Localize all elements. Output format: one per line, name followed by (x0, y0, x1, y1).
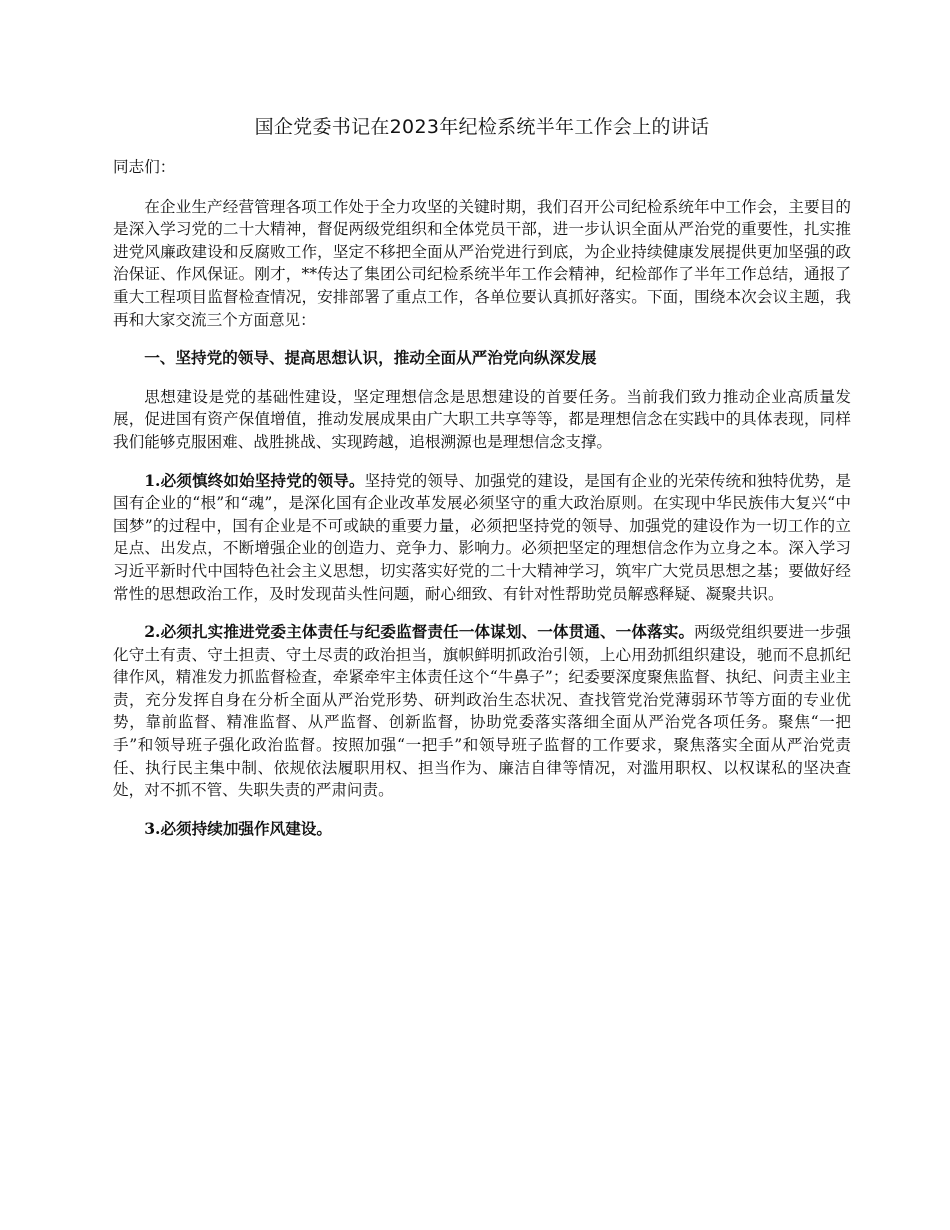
section-1-paragraph: 思想建设是党的基础性建设，坚定理想信念是思想建设的首要任务。当前我们致力推动企业高质量发展，促进国有资产保值增值，推动发展成果由广大职工共享等等，都是理想信念在实践中的具体表现，同样我们能够克服困难、战胜挑战、实现跨越，追根溯源也是理想信念支撑。 (113, 387, 851, 451)
point-3-heading: 3.必须持续加强作风建设。 (144, 818, 332, 838)
point-2-body: 两级党组织要进一步强化守土有责、守土担责、守土尽责的政治担当，旗帜鲜明抓政治引领，上心用劲抓组织建设，驰而不息抓纪律作风，精准发力抓监督检查，牵紧牵牢主体责任这个“牛鼻子”；纪委要深度聚焦监督、执纪、问责主业主责，充分发挥自身在分析全面从严治党形势、研判政治生态状况、查找管党治党薄弱环节等方面的专业优势，靠前监督、精准监督、从严监督、创新监督，协助党委落实落细全面从严治党各项任务。聚焦“一把手”和领导班子强化政治监督。按照加强“一把手”和领导班子监督的工作要求，聚焦落实全面从严治党责任、执行民主集中制、依规依法履职用权、担当作为、廉洁自律等情况，对滥用职权、以权谋私的坚决查处，对不抓不管、失职失责的严肃问责。 (113, 623, 851, 800)
point-2-paragraph (113, 621, 851, 802)
point-1-paragraph (113, 470, 851, 606)
document-title: 国企党委书记在2023年纪检系统半年工作会上的讲话 (254, 116, 710, 138)
intro-paragraph: 在企业生产经营管理各项工作处于全力攻坚的关键时期，我们召开公司纪检系统年中工作会，主要目的是深入学习党的二十大精神，督促两级党组织和全体党员干部，进一步认识全面从严治党的重要性，扎实推进党风廉政建设和反腐败工作，坚定不移把全面从严治党进行到底，为企业持续健康发展提供更加坚强的政治保证、作风保证。刚才，**传达了集团公司纪检系统半年工作会精神，纪检部作了半年工作总结，通报了重大工程项目监督检查情况，安排部署了重点工作，各单位要认真抓好落实。下面，围绕本次会议主题，我再和大家交流三个方面意见： (113, 197, 851, 329)
document-page (113, 112, 851, 840)
salutation: 同志们： (113, 158, 176, 176)
point-1-lead: 1.必须慎终如始坚持党的领导。 (144, 470, 365, 490)
point-1-body: 坚持党的领导、加强党的建设，是国有企业的光荣传统和独特优势，是国有企业的“根”和“魂”，是深化国有企业改革发展必须坚守的重大政治原则。在实现中华民族伟大复兴“中国梦”的过程中，国有企业是不可或缺的重要力量，必须把坚持党的领导、加强党的建设作为一切工作的立足点、出发点，不断增强企业的创造力、竞争力、影响力。必须把坚定的理想信念作为立身之本。深入学习习近平新时代中国特色社会主义思想，切实落实好党的二十大精神学习，筑牢广大党员思想之基；要做好经常性的思想政治工作，及时发现苗头性问题，耐心细致、有针对性帮助党员解惑释疑、凝聚共识。 (113, 471, 851, 603)
point-2-lead: 2.必须扎实推进党委主体责任与纪委监督责任一体谋划、一体贯通、一体落实。 (144, 622, 695, 642)
section-1-heading: 一、坚持党的领导、提高思想认识，推动全面从严治党向纵深发展 (144, 348, 597, 368)
